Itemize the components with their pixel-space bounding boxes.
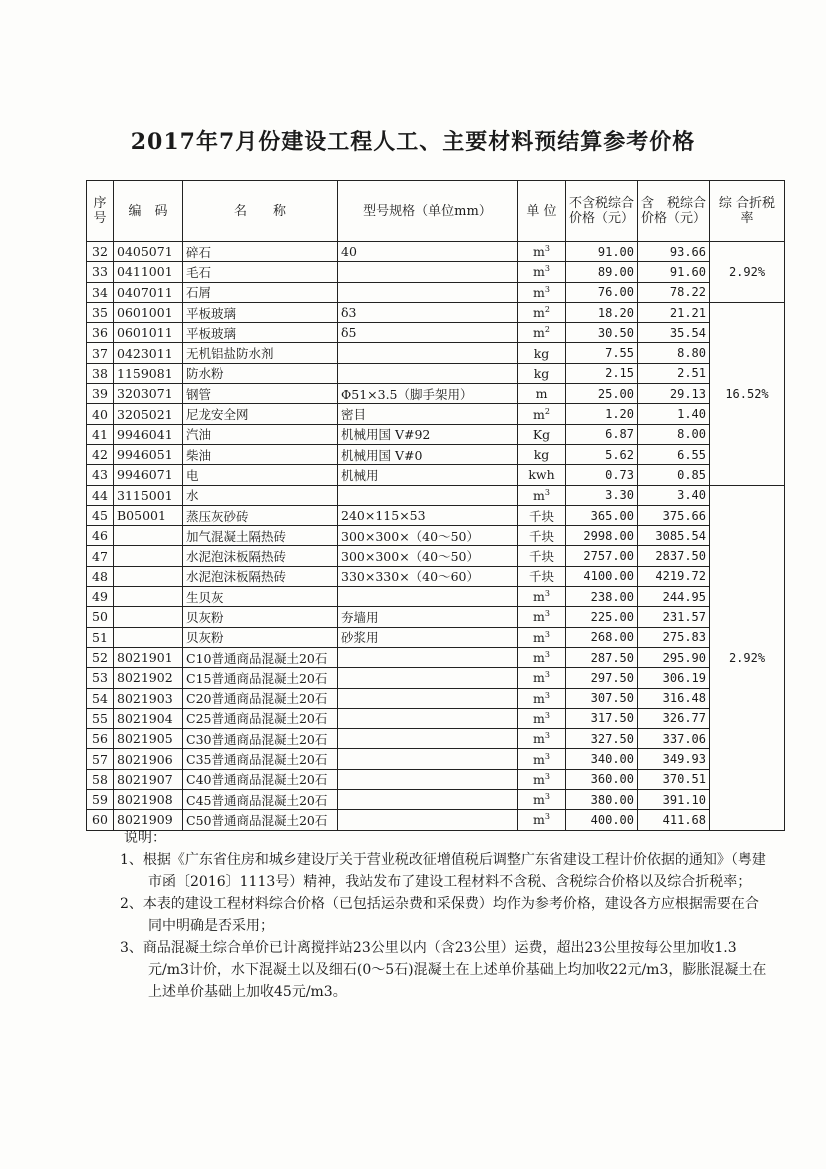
row-no: 40 [87,404,114,424]
table-row [87,729,785,749]
row-no: 53 [87,668,114,688]
row-name: 毛石 [183,262,338,282]
row-spec: 夯墙用 [338,607,518,627]
row-code: 8021901 [114,647,183,667]
row-no: 45 [87,505,114,525]
row-no: 43 [87,465,114,485]
row-price-ex-tax: 287.50 [566,647,638,667]
table-row [87,404,785,424]
row-name: 水泥泡沫板隔热砖 [183,546,338,566]
row-price-ex-tax: 340.00 [566,749,638,769]
row-no: 56 [87,729,114,749]
row-price-in-tax: 231.57 [638,607,710,627]
row-spec: 机械用国 V#0 [338,444,518,464]
row-price-in-tax: 6.55 [638,444,710,464]
row-name: 汽油 [183,424,338,444]
row-price-ex-tax: 7.55 [566,343,638,363]
row-spec [338,343,518,363]
row-price-in-tax: 8.00 [638,424,710,444]
row-unit: kwh [518,465,566,485]
row-no: 55 [87,708,114,728]
row-name: 贝灰粉 [183,627,338,647]
row-unit: 千块 [518,566,566,586]
row-code: 3115001 [114,485,183,505]
row-name: 无机铝盐防水剂 [183,343,338,363]
row-unit: kg [518,444,566,464]
row-price-ex-tax: 400.00 [566,810,638,830]
row-unit: $m^3$ [518,485,566,505]
row-no: 38 [87,363,114,383]
row-code: 8021903 [114,688,183,708]
row-price-in-tax: 295.90 [638,647,710,667]
row-name: C30普通商品混凝土20石 [183,729,338,749]
row-name: 尼龙安全网 [183,404,338,424]
table-row [87,465,785,485]
row-price-in-tax: 29.13 [638,384,710,404]
notes-heading: 说明： [124,830,166,846]
row-spec [338,485,518,505]
row-name: C15普通商品混凝土20石 [183,668,338,688]
row-price-in-tax: 3085.54 [638,526,710,546]
row-price-ex-tax: 380.00 [566,790,638,810]
row-tax-rate: 2.92% [710,242,785,303]
table-row [87,647,785,667]
row-price-in-tax: 0.85 [638,465,710,485]
row-price-ex-tax: 327.50 [566,729,638,749]
row-name: C40普通商品混凝土20石 [183,769,338,789]
row-price-ex-tax: 2998.00 [566,526,638,546]
row-code: 8021906 [114,749,183,769]
row-code: 0411001 [114,262,183,282]
row-no: 42 [87,444,114,464]
table-row [87,444,785,464]
row-price-ex-tax: 76.00 [566,282,638,302]
row-unit: $m^3$ [518,242,566,262]
row-name: 蒸压灰砂砖 [183,505,338,525]
header-code: 编 码 [114,181,183,242]
row-price-in-tax: 1.40 [638,404,710,424]
row-no: 33 [87,262,114,282]
table-row [87,343,785,363]
row-unit: $m^3$ [518,729,566,749]
row-code: 1159081 [114,363,183,383]
row-spec [338,668,518,688]
row-unit: $m^3$ [518,708,566,728]
row-code: 8021907 [114,769,183,789]
row-price-ex-tax: 3.30 [566,485,638,505]
row-unit: $m^3$ [518,587,566,607]
row-no: 37 [87,343,114,363]
row-price-in-tax: 91.60 [638,262,710,282]
table-row [87,262,785,282]
row-spec: 240×115×53 [338,505,518,525]
row-no: 48 [87,566,114,586]
header-unit: 单 位 [518,181,566,242]
row-code: 9946041 [114,424,183,444]
row-code [114,607,183,627]
row-price-ex-tax: 0.73 [566,465,638,485]
row-code: 3203071 [114,384,183,404]
row-name: 平板玻璃 [183,323,338,343]
row-spec: 300×300×（40～50） [338,546,518,566]
row-unit: $m^3$ [518,810,566,830]
row-spec: 40 [338,242,518,262]
row-spec: 砂浆用 [338,627,518,647]
row-unit: $m^3$ [518,282,566,302]
table-row [87,485,785,505]
row-code [114,526,183,546]
row-price-ex-tax: 6.87 [566,424,638,444]
row-unit: 千块 [518,505,566,525]
row-unit: 千块 [518,526,566,546]
row-code: 8021908 [114,790,183,810]
row-spec [338,729,518,749]
row-name: 贝灰粉 [183,607,338,627]
row-code: 9946051 [114,444,183,464]
row-code: 9946071 [114,465,183,485]
row-price-in-tax: 349.93 [638,749,710,769]
row-no: 41 [87,424,114,444]
row-no: 32 [87,242,114,262]
row-price-in-tax: 8.80 [638,343,710,363]
row-code [114,627,183,647]
row-unit: Kg [518,424,566,444]
row-price-in-tax: 326.77 [638,708,710,728]
table-header-row [87,181,785,242]
row-no: 50 [87,607,114,627]
row-price-in-tax: 275.83 [638,627,710,647]
table-row [87,424,785,444]
table-row [87,607,785,627]
row-spec [338,790,518,810]
row-name: C10普通商品混凝土20石 [183,647,338,667]
row-price-ex-tax: 268.00 [566,627,638,647]
row-spec [338,688,518,708]
row-no: 46 [87,526,114,546]
row-unit: $m^2$ [518,404,566,424]
row-name: 水泥泡沫板隔热砖 [183,566,338,586]
row-spec [338,282,518,302]
row-unit: $m^3$ [518,668,566,688]
row-name: 生贝灰 [183,587,338,607]
row-unit: $m^3$ [518,749,566,769]
row-code: 8021905 [114,729,183,749]
table-row [87,302,785,322]
row-no: 60 [87,810,114,830]
row-no: 36 [87,323,114,343]
row-spec [338,587,518,607]
row-name: 电 [183,465,338,485]
row-unit: $m^3$ [518,262,566,282]
page-title: 2017年7月份建设工程人工、主要材料预结算参考价格 [130,129,696,155]
row-no: 34 [87,282,114,302]
row-unit: kg [518,343,566,363]
row-no: 54 [87,688,114,708]
row-spec: δ5 [338,323,518,343]
header-name: 名 称 [183,181,338,242]
row-price-ex-tax: 307.50 [566,688,638,708]
row-unit: $m^2$ [518,302,566,322]
row-spec [338,363,518,383]
row-name: 加气混凝土隔热砖 [183,526,338,546]
row-name: 石屑 [183,282,338,302]
row-price-in-tax: 2837.50 [638,546,710,566]
row-price-ex-tax: 5.62 [566,444,638,464]
row-price-ex-tax: 89.00 [566,262,638,282]
row-price-in-tax: 391.10 [638,790,710,810]
table-row [87,546,785,566]
row-unit: 千块 [518,546,566,566]
row-price-ex-tax: 2.15 [566,363,638,383]
row-price-in-tax: 21.21 [638,302,710,322]
row-code: 0423011 [114,343,183,363]
row-no: 57 [87,749,114,769]
row-spec [338,262,518,282]
table-body [87,242,785,831]
table-row [87,708,785,728]
row-no: 44 [87,485,114,505]
row-price-in-tax: 370.51 [638,769,710,789]
price-table [86,180,785,831]
row-name: C35普通商品混凝土20石 [183,749,338,769]
row-no: 47 [87,546,114,566]
row-price-in-tax: 78.22 [638,282,710,302]
row-code: 8021904 [114,708,183,728]
row-unit: $m^3$ [518,647,566,667]
header-tax-rate: 综 合折税率 [710,181,785,242]
row-unit: $m^3$ [518,607,566,627]
row-spec: δ3 [338,302,518,322]
row-code [114,546,183,566]
table-row [87,282,785,302]
row-no: 49 [87,587,114,607]
note-item-1: 1、根据《广东省住房和城乡建设厅关于营业税改征增值税后调整广东省建设工程计价依据的通知》（粤建市函〔2016〕1113号）精神，我站发布了建设工程材料不含税、含税综合价格以及综合折税率； [120,852,766,890]
row-spec: 机械用 [338,465,518,485]
row-name: 防水粉 [183,363,338,383]
row-no: 58 [87,769,114,789]
row-no: 51 [87,627,114,647]
notes-section [120,827,770,1003]
row-price-in-tax: 244.95 [638,587,710,607]
row-unit: m [518,384,566,404]
table-row [87,627,785,647]
row-no: 59 [87,790,114,810]
row-code [114,566,183,586]
row-code: 8021902 [114,668,183,688]
row-no: 39 [87,384,114,404]
table-row [87,363,785,383]
row-code: 0405071 [114,242,183,262]
table-row [87,384,785,404]
row-price-ex-tax: 30.50 [566,323,638,343]
row-spec: Φ51×3.5（脚手架用） [338,384,518,404]
row-price-ex-tax: 360.00 [566,769,638,789]
row-price-ex-tax: 2757.00 [566,546,638,566]
row-name: 钢管 [183,384,338,404]
row-price-in-tax: 411.68 [638,810,710,830]
row-unit: kg [518,363,566,383]
row-code: B05001 [114,505,183,525]
row-tax-rate: 2.92% [710,485,785,830]
table-row [87,668,785,688]
row-name: C20普通商品混凝土20石 [183,688,338,708]
row-price-ex-tax: 1.20 [566,404,638,424]
row-code: 0601001 [114,302,183,322]
row-spec [338,647,518,667]
row-name: C50普通商品混凝土20石 [183,810,338,830]
table-row [87,769,785,789]
table-row [87,790,785,810]
table-row [87,587,785,607]
row-unit: $m^3$ [518,769,566,789]
note-item-3: 3、商品混凝土综合单价已计离搅拌站23公里以内（含23公里）运费，超出23公里按每公里加收1.3元/m3计价，水下混凝土以及细石(0～5石)混凝土在上述单价基础上均加收22元/m3，膨胀混凝土在上述单价基础上加收45元/m3。 [120,940,767,1000]
row-spec [338,708,518,728]
table-row [87,526,785,546]
row-no: 35 [87,302,114,322]
row-price-in-tax: 2.51 [638,363,710,383]
row-tax-rate: 16.52% [710,302,785,485]
table-row [87,749,785,769]
row-price-in-tax: 3.40 [638,485,710,505]
row-name: 水 [183,485,338,505]
row-price-ex-tax: 317.50 [566,708,638,728]
row-price-in-tax: 316.48 [638,688,710,708]
row-price-ex-tax: 91.00 [566,242,638,262]
row-price-ex-tax: 18.20 [566,302,638,322]
row-name: C45普通商品混凝土20石 [183,790,338,810]
row-price-ex-tax: 238.00 [566,587,638,607]
row-spec: 机械用国 V#92 [338,424,518,444]
row-price-in-tax: 375.66 [638,505,710,525]
row-price-ex-tax: 297.50 [566,668,638,688]
row-spec [338,749,518,769]
table-row [87,242,785,262]
row-price-ex-tax: 365.00 [566,505,638,525]
row-price-in-tax: 93.66 [638,242,710,262]
row-name: 碎石 [183,242,338,262]
row-price-ex-tax: 225.00 [566,607,638,627]
table-row [87,566,785,586]
note-item-2: 2、本表的建设工程材料综合价格（已包括运杂费和采保费）均作为参考价格，建设各方应根据需要在合同中明确是否采用； [120,896,759,934]
row-code: 8021909 [114,810,183,830]
row-spec: 密目 [338,404,518,424]
row-price-in-tax: 337.06 [638,729,710,749]
table-row [87,323,785,343]
table-row [87,505,785,525]
row-spec: 330×330×（40～60） [338,566,518,586]
row-name: 平板玻璃 [183,302,338,322]
row-price-in-tax: 306.19 [638,668,710,688]
table-row [87,688,785,708]
row-code: 3205021 [114,404,183,424]
header-spec: 型号规格（单位mm） [338,181,518,242]
row-name: C25普通商品混凝土20石 [183,708,338,728]
row-price-ex-tax: 25.00 [566,384,638,404]
header-price-in-tax: 含 税综合价格（元） [638,181,710,242]
header-no: 序号 [87,181,114,242]
row-no: 52 [87,647,114,667]
row-unit: $m^3$ [518,790,566,810]
row-price-ex-tax: 4100.00 [566,566,638,586]
row-price-in-tax: 4219.72 [638,566,710,586]
row-code [114,587,183,607]
row-code: 0407011 [114,282,183,302]
row-spec [338,769,518,789]
row-spec: 300×300×（40～50） [338,526,518,546]
row-unit: $m^3$ [518,627,566,647]
row-code: 0601011 [114,323,183,343]
row-price-in-tax: 35.54 [638,323,710,343]
row-name: 柴油 [183,444,338,464]
row-unit: $m^3$ [518,688,566,708]
header-price-ex-tax: 不含税综合价格（元） [566,181,638,242]
row-unit: $m^2$ [518,323,566,343]
